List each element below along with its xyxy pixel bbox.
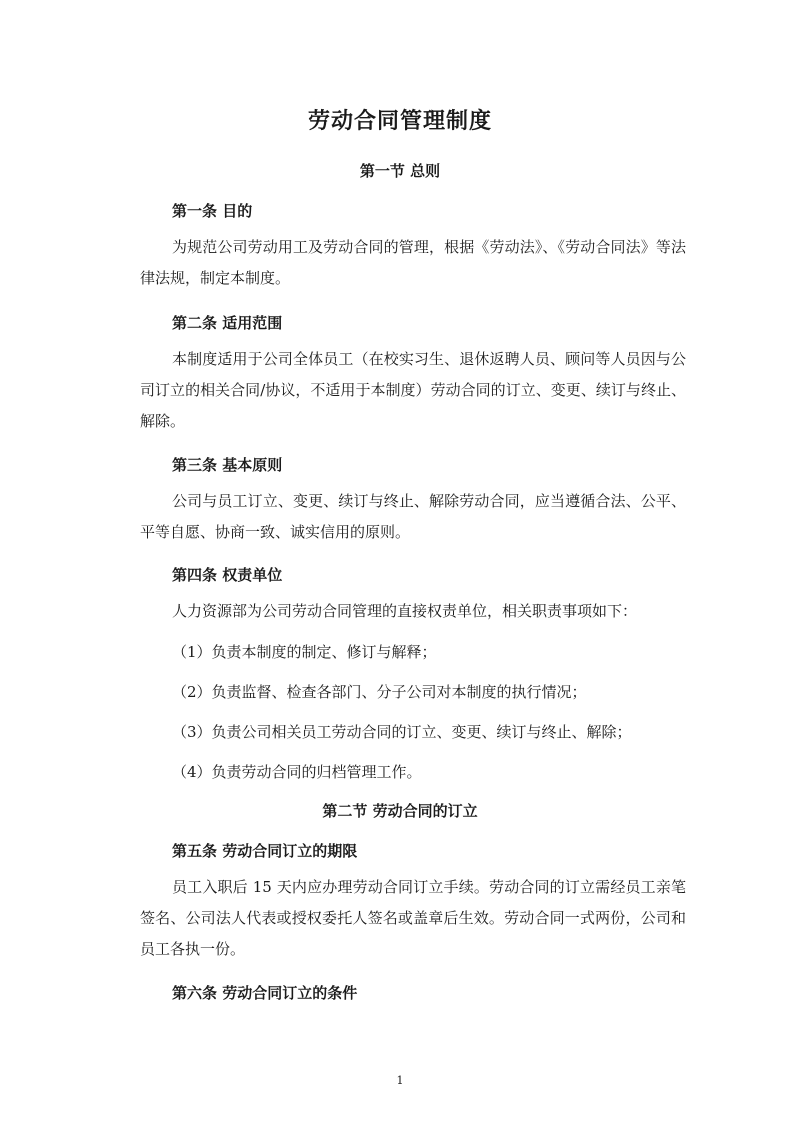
section-heading-contract-signing: 第二节 劳动合同的订立 [322, 802, 478, 820]
article-heading-scope: 第二条 适用范围 [172, 314, 283, 332]
article-text-principles: 公司与员工订立、变更、续订与终止、解除劳动合同，应当遵循合法、公平、平等自愿、协商一致、诚实信用的原则。 [140, 492, 686, 541]
article-text-purpose: 为规范公司劳动用工及劳动合同的管理，根据《劳动法》、《劳动合同法》等法律法规，制定本制度。 [140, 238, 686, 287]
document-title: 劳动合同管理制度 [307, 108, 492, 134]
article-heading-signing-period: 第五条 劳动合同订立的期限 [172, 842, 358, 860]
article-text-scope: 本制度适用于公司全体员工（在校实习生、退休返聘人员、顾问等人员因与公司订立的相关合同/协议，不适用于本制度）劳动合同的订立、变更、续订与终止、解除。 [140, 350, 686, 430]
article-text-responsibility: 人力资源部为公司劳动合同管理的直接权责单位，相关职责事项如下： [172, 602, 638, 620]
article-heading-responsibility: 第四条 权责单位 [172, 566, 283, 584]
list-item: （4）负责劳动合同的归档管理工作。 [172, 763, 422, 781]
page-number: 1 [396, 1074, 404, 1087]
list-item: （2）负责监督、检查各部门、分子公司对本制度的执行情况； [172, 683, 587, 701]
list-item: （3）负责公司相关员工劳动合同的订立、变更、续订与终止、解除； [172, 723, 632, 741]
article-text-signing-period: 员工入职后 15 天内应办理劳动合同订立手续。劳动合同的订立需经员工亲笔签名、公司法人代表或授权委托人签名或盖章后生效。劳动合同一式两份，公司和员工各执一份。 [140, 878, 686, 958]
article-heading-signing-conditions: 第六条 劳动合同订立的条件 [172, 984, 358, 1002]
article-heading-principles: 第三条 基本原则 [172, 456, 283, 474]
section-heading-general: 第一节 总则 [359, 162, 441, 180]
article-heading-purpose: 第一条 目的 [172, 202, 253, 220]
list-item: （1）负责本制度的制定、修订与解释； [172, 643, 437, 661]
